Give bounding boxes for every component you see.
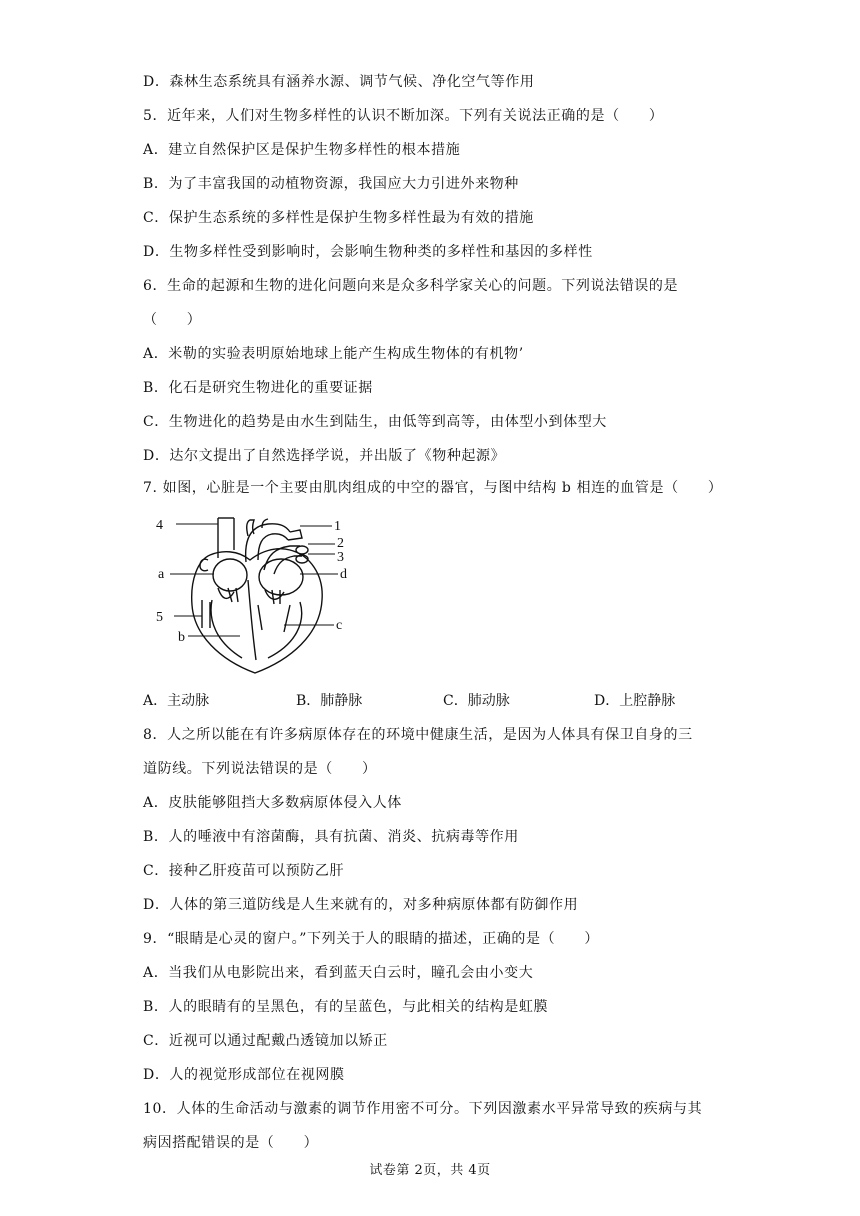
q6-option-a: A．米勒的实验表明原始地球上能产生构成生物体的有机物’ (143, 346, 524, 362)
q8-option-d: D．人体的第三道防线是人生来就有的，对多种病原体都有防御作用 (143, 897, 579, 913)
label-3: 3 (337, 550, 344, 565)
q7-option-a: A．主动脉 (143, 693, 210, 709)
heart-diagram (150, 510, 370, 680)
q8-option-b: B．人的唾液中有溶菌酶，具有抗菌、消炎、抗病毒等作用 (143, 829, 519, 845)
q6-option-b: B．化石是研究生物进化的重要证据 (143, 380, 373, 396)
q5-stem: 5．近年来，人们对生物多样性的认识不断加深。下列有关说法正确的是（ ） (143, 108, 664, 124)
q5-option-a: A．建立自然保护区是保护生物多样性的根本措施 (143, 142, 461, 158)
q4-option-d: D．森林生态系统具有涵养水源、调节气候、净化空气等作用 (143, 74, 535, 90)
q9-stem: 9．“眼睛是心灵的窗户。”下列关于人的眼睛的描述，正确的是（ ） (143, 931, 600, 947)
q6-option-d: D．达尔文提出了自然选择学说，并出版了《物种起源》 (143, 448, 506, 464)
q8-option-a: A．皮肤能够阻挡大多数病原体侵入人体 (143, 795, 402, 811)
label-4: 4 (156, 518, 163, 533)
q6-option-c: C．生物进化的趋势是由水生到陆生，由低等到高等，由体型小到体型大 (143, 414, 607, 430)
q10-stem-cont: 病因搭配错误的是（ ） (143, 1135, 319, 1151)
label-a: a (158, 567, 165, 582)
label-c: c (336, 618, 343, 633)
q9-option-c: C．近视可以通过配戴凸透镜加以矫正 (143, 1033, 388, 1049)
q9-option-a: A．当我们从电影院出来，看到蓝天白云时，瞳孔会由小变大 (143, 965, 534, 981)
q9-option-d: D．人的视觉形成部位在视网膜 (143, 1067, 345, 1083)
label-2: 2 (337, 536, 344, 551)
q5-option-d: D．生物多样性受到影响时，会影响生物种类的多样性和基因的多样性 (143, 244, 593, 260)
q5-option-b: B．为了丰富我国的动植物资源，我国应大力引进外来物种 (143, 176, 519, 192)
label-b: b (178, 630, 185, 645)
label-1: 1 (334, 519, 341, 534)
q7-option-d: D．上腔静脉 (594, 693, 676, 709)
q7-stem: 7. 如图，心脏是一个主要由肌肉组成的中空的器官，与图中结构 b 相连的血管是（ ） (143, 480, 723, 496)
q7-option-b: B．肺静脉 (296, 693, 363, 709)
q10-stem: 10．人体的生命活动与激素的调节作用密不可分。下列因激素水平异常导致的疾病与其 (143, 1101, 703, 1117)
q9-option-b: B．人的眼睛有的呈黑色，有的呈蓝色，与此相关的结构是虹膜 (143, 999, 549, 1015)
label-d: d (340, 567, 347, 582)
q8-stem-cont: 道防线。下列说法错误的是（ ） (143, 761, 377, 777)
q5-option-c: C．保护生态系统的多样性是保护生物多样性最为有效的措施 (143, 210, 534, 226)
label-5: 5 (156, 610, 163, 625)
q6-stem: 6．生命的起源和生物的进化问题向来是众多科学家关心的问题。下列说法错误的是 (143, 278, 679, 294)
q6-stem-bracket: （ ） (143, 312, 202, 328)
q8-stem: 8．人之所以能在有许多病原体存在的环境中健康生活，是因为人体具有保卫自身的三 (143, 727, 693, 743)
q7-option-c: C．肺动脉 (443, 693, 510, 709)
page-footer: 试卷第 2页，共 4页 (369, 1163, 491, 1178)
q7-options (143, 691, 763, 711)
q8-option-c: C．接种乙肝疫苗可以预防乙肝 (143, 863, 345, 879)
